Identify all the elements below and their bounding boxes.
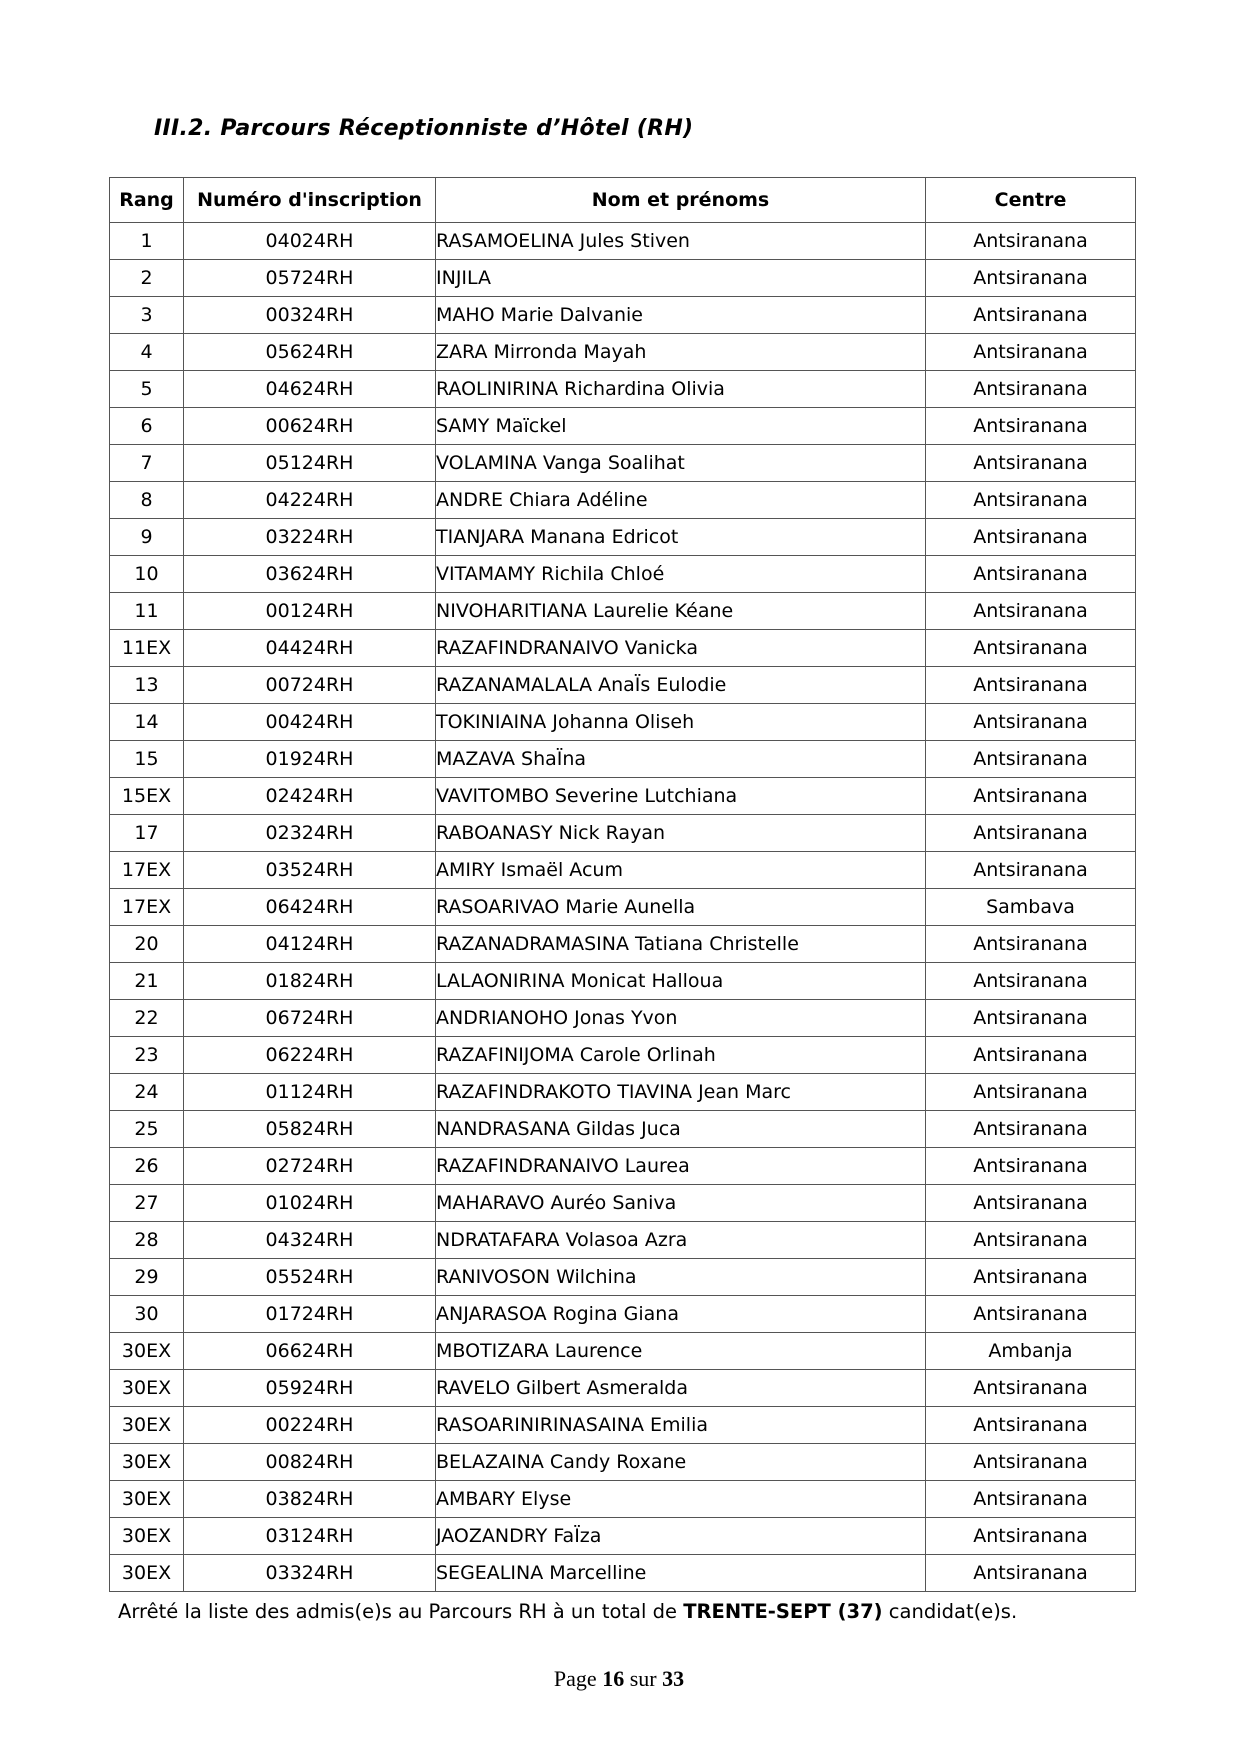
cell-centre: Antsiranana	[926, 630, 1136, 667]
table-row	[110, 778, 1136, 815]
cell-numero-inscription: 04224RH	[184, 482, 436, 519]
table-row	[110, 1333, 1136, 1370]
table-row	[110, 852, 1136, 889]
cell-nom-prenoms: RAZAFINDRANAIVO Laurea	[436, 1148, 926, 1185]
cell-rang: 7	[110, 445, 184, 482]
header-nom-prenoms: Nom et prénoms	[436, 178, 926, 223]
cell-numero-inscription: 01124RH	[184, 1074, 436, 1111]
cell-nom-prenoms: RASAMOELINA Jules Stiven	[436, 223, 926, 260]
cell-centre: Antsiranana	[926, 963, 1136, 1000]
cell-centre: Antsiranana	[926, 1111, 1136, 1148]
cell-rang: 30EX	[110, 1518, 184, 1555]
table-row	[110, 297, 1136, 334]
cell-nom-prenoms: AMBARY Elyse	[436, 1481, 926, 1518]
cell-centre: Antsiranana	[926, 1037, 1136, 1074]
cell-centre: Ambanja	[926, 1333, 1136, 1370]
cell-numero-inscription: 05124RH	[184, 445, 436, 482]
cell-nom-prenoms: VAVITOMBO Severine Lutchiana	[436, 778, 926, 815]
cell-rang: 30EX	[110, 1370, 184, 1407]
cell-centre: Antsiranana	[926, 223, 1136, 260]
cell-rang: 30EX	[110, 1481, 184, 1518]
cell-rang: 10	[110, 556, 184, 593]
cell-centre: Antsiranana	[926, 1296, 1136, 1333]
cell-numero-inscription: 01824RH	[184, 963, 436, 1000]
cell-numero-inscription: 05724RH	[184, 260, 436, 297]
cell-numero-inscription: 04124RH	[184, 926, 436, 963]
cell-rang: 13	[110, 667, 184, 704]
cell-nom-prenoms: RAZANADRAMASINA Tatiana Christelle	[436, 926, 926, 963]
cell-rang: 17EX	[110, 852, 184, 889]
cell-centre: Antsiranana	[926, 1259, 1136, 1296]
table-row	[110, 1222, 1136, 1259]
table-row	[110, 1518, 1136, 1555]
cell-nom-prenoms: VOLAMINA Vanga Soalihat	[436, 445, 926, 482]
cell-numero-inscription: 06424RH	[184, 889, 436, 926]
cell-rang: 5	[110, 371, 184, 408]
cell-numero-inscription: 03524RH	[184, 852, 436, 889]
cell-centre: Antsiranana	[926, 1481, 1136, 1518]
cell-rang: 23	[110, 1037, 184, 1074]
table-row	[110, 1555, 1136, 1592]
cell-centre: Antsiranana	[926, 408, 1136, 445]
cell-rang: 30EX	[110, 1407, 184, 1444]
cell-nom-prenoms: AMIRY Ismaël Acum	[436, 852, 926, 889]
cell-nom-prenoms: ZARA Mirronda Mayah	[436, 334, 926, 371]
cell-nom-prenoms: RABOANASY Nick Rayan	[436, 815, 926, 852]
cell-rang: 30EX	[110, 1333, 184, 1370]
table-row	[110, 1148, 1136, 1185]
cell-nom-prenoms: MAZAVA ShaÏna	[436, 741, 926, 778]
cell-nom-prenoms: RASOARIVAO Marie Aunella	[436, 889, 926, 926]
cell-rang: 9	[110, 519, 184, 556]
summary-prefix: Arrêté la liste des admis(e)s au Parcours RH à un total de	[118, 1600, 684, 1623]
cell-centre: Antsiranana	[926, 741, 1136, 778]
cell-rang: 3	[110, 297, 184, 334]
cell-centre: Antsiranana	[926, 593, 1136, 630]
summary-statement	[118, 1600, 1017, 1623]
cell-nom-prenoms: MAHARAVO Auréo Saniva	[436, 1185, 926, 1222]
cell-numero-inscription: 06224RH	[184, 1037, 436, 1074]
cell-nom-prenoms: RAZAFINIJOMA Carole Orlinah	[436, 1037, 926, 1074]
table-row	[110, 593, 1136, 630]
cell-centre: Antsiranana	[926, 1370, 1136, 1407]
cell-rang: 8	[110, 482, 184, 519]
current-page-number: 16	[602, 1666, 625, 1691]
cell-numero-inscription: 03224RH	[184, 519, 436, 556]
cell-nom-prenoms: LALAONIRINA Monicat Halloua	[436, 963, 926, 1000]
cell-nom-prenoms: RASOARINIRINASAINA Emilia	[436, 1407, 926, 1444]
cell-centre: Antsiranana	[926, 1148, 1136, 1185]
cell-centre: Antsiranana	[926, 704, 1136, 741]
table-row	[110, 482, 1136, 519]
cell-numero-inscription: 06724RH	[184, 1000, 436, 1037]
cell-centre: Antsiranana	[926, 556, 1136, 593]
cell-rang: 6	[110, 408, 184, 445]
cell-centre: Antsiranana	[926, 1000, 1136, 1037]
cell-rang: 22	[110, 1000, 184, 1037]
cell-centre: Antsiranana	[926, 1222, 1136, 1259]
cell-nom-prenoms: ANDRIANOHO Jonas Yvon	[436, 1000, 926, 1037]
cell-numero-inscription: 05624RH	[184, 334, 436, 371]
cell-numero-inscription: 06624RH	[184, 1333, 436, 1370]
cell-centre: Antsiranana	[926, 1555, 1136, 1592]
table-row	[110, 889, 1136, 926]
table-row	[110, 1370, 1136, 1407]
table-row	[110, 1481, 1136, 1518]
cell-numero-inscription: 00824RH	[184, 1444, 436, 1481]
table-row	[110, 1444, 1136, 1481]
cell-rang: 17	[110, 815, 184, 852]
cell-numero-inscription: 05824RH	[184, 1111, 436, 1148]
table-row	[110, 704, 1136, 741]
cell-numero-inscription: 03624RH	[184, 556, 436, 593]
cell-nom-prenoms: SAMY Maïckel	[436, 408, 926, 445]
cell-centre: Antsiranana	[926, 1518, 1136, 1555]
table-row	[110, 1259, 1136, 1296]
cell-centre: Antsiranana	[926, 334, 1136, 371]
cell-nom-prenoms: RANIVOSON Wilchina	[436, 1259, 926, 1296]
table-row	[110, 1074, 1136, 1111]
of-word: sur	[629, 1666, 657, 1691]
cell-centre: Antsiranana	[926, 667, 1136, 704]
cell-numero-inscription: 03824RH	[184, 1481, 436, 1518]
cell-nom-prenoms: NIVOHARITIANA Laurelie Kéane	[436, 593, 926, 630]
cell-rang: 20	[110, 926, 184, 963]
cell-centre: Antsiranana	[926, 1444, 1136, 1481]
summary-total: TRENTE-SEPT (37)	[683, 1600, 883, 1623]
cell-rang: 25	[110, 1111, 184, 1148]
cell-nom-prenoms: RAVELO Gilbert Asmeralda	[436, 1370, 926, 1407]
table-row	[110, 556, 1136, 593]
cell-numero-inscription: 00324RH	[184, 297, 436, 334]
cell-nom-prenoms: JAOZANDRY FaÏza	[436, 1518, 926, 1555]
cell-nom-prenoms: TIANJARA Manana Edricot	[436, 519, 926, 556]
cell-nom-prenoms: BELAZAINA Candy Roxane	[436, 1444, 926, 1481]
cell-centre: Antsiranana	[926, 371, 1136, 408]
cell-numero-inscription: 02324RH	[184, 815, 436, 852]
table-row	[110, 371, 1136, 408]
table-row	[110, 815, 1136, 852]
cell-numero-inscription: 01024RH	[184, 1185, 436, 1222]
summary-suffix: candidat(e)s.	[882, 1600, 1018, 1623]
table-row	[110, 1407, 1136, 1444]
cell-rang: 15EX	[110, 778, 184, 815]
cell-rang: 30EX	[110, 1444, 184, 1481]
table-row	[110, 630, 1136, 667]
cell-centre: Antsiranana	[926, 926, 1136, 963]
table-row	[110, 741, 1136, 778]
cell-rang: 11EX	[110, 630, 184, 667]
cell-numero-inscription: 01924RH	[184, 741, 436, 778]
cell-centre: Antsiranana	[926, 1407, 1136, 1444]
cell-centre: Antsiranana	[926, 1074, 1136, 1111]
cell-numero-inscription: 02424RH	[184, 778, 436, 815]
table-body	[110, 223, 1136, 1592]
cell-rang: 11	[110, 593, 184, 630]
cell-rang: 1	[110, 223, 184, 260]
cell-centre: Antsiranana	[926, 1185, 1136, 1222]
cell-rang: 21	[110, 963, 184, 1000]
table-row	[110, 408, 1136, 445]
table-row	[110, 963, 1136, 1000]
table-row	[110, 1000, 1136, 1037]
cell-centre: Antsiranana	[926, 260, 1136, 297]
cell-numero-inscription: 05524RH	[184, 1259, 436, 1296]
cell-centre: Antsiranana	[926, 778, 1136, 815]
cell-centre: Antsiranana	[926, 852, 1136, 889]
table-row	[110, 260, 1136, 297]
cell-rang: 14	[110, 704, 184, 741]
table-row	[110, 519, 1136, 556]
table-row	[110, 223, 1136, 260]
table-row	[110, 1185, 1136, 1222]
cell-nom-prenoms: INJILA	[436, 260, 926, 297]
cell-nom-prenoms: RAZANAMALALA AnaÏs Eulodie	[436, 667, 926, 704]
cell-rang: 26	[110, 1148, 184, 1185]
table-header-row	[110, 178, 1136, 223]
cell-nom-prenoms: ANDRE Chiara Adéline	[436, 482, 926, 519]
cell-rang: 17EX	[110, 889, 184, 926]
cell-numero-inscription: 00124RH	[184, 593, 436, 630]
cell-centre: Antsiranana	[926, 445, 1136, 482]
cell-nom-prenoms: NDRATAFARA Volasoa Azra	[436, 1222, 926, 1259]
header-rang: Rang	[110, 178, 184, 223]
cell-centre: Sambava	[926, 889, 1136, 926]
cell-nom-prenoms: SEGEALINA Marcelline	[436, 1555, 926, 1592]
cell-rang: 27	[110, 1185, 184, 1222]
cell-nom-prenoms: RAZAFINDRAKOTO TIAVINA Jean Marc	[436, 1074, 926, 1111]
cell-numero-inscription: 04424RH	[184, 630, 436, 667]
cell-centre: Antsiranana	[926, 815, 1136, 852]
cell-nom-prenoms: NANDRASANA Gildas Juca	[436, 1111, 926, 1148]
cell-centre: Antsiranana	[926, 482, 1136, 519]
cell-numero-inscription: 01724RH	[184, 1296, 436, 1333]
header-numero-inscription: Numéro d'inscription	[184, 178, 436, 223]
cell-numero-inscription: 04624RH	[184, 371, 436, 408]
cell-nom-prenoms: RAOLINIRINA Richardina Olivia	[436, 371, 926, 408]
cell-numero-inscription: 02724RH	[184, 1148, 436, 1185]
table-row	[110, 1111, 1136, 1148]
cell-numero-inscription: 00424RH	[184, 704, 436, 741]
cell-nom-prenoms: MAHO Marie Dalvanie	[436, 297, 926, 334]
cell-numero-inscription: 00624RH	[184, 408, 436, 445]
cell-numero-inscription: 00224RH	[184, 1407, 436, 1444]
cell-centre: Antsiranana	[926, 519, 1136, 556]
page-word: Page	[553, 1666, 597, 1691]
cell-rang: 28	[110, 1222, 184, 1259]
table-row	[110, 1037, 1136, 1074]
cell-rang: 15	[110, 741, 184, 778]
cell-rang: 30EX	[110, 1555, 184, 1592]
cell-nom-prenoms: TOKINIAINA Johanna Oliseh	[436, 704, 926, 741]
table-row	[110, 334, 1136, 371]
total-page-count: 33	[662, 1666, 685, 1691]
cell-rang: 29	[110, 1259, 184, 1296]
cell-numero-inscription: 05924RH	[184, 1370, 436, 1407]
table-row	[110, 667, 1136, 704]
cell-numero-inscription: 03124RH	[184, 1518, 436, 1555]
cell-rang: 24	[110, 1074, 184, 1111]
table-row	[110, 445, 1136, 482]
cell-numero-inscription: 04024RH	[184, 223, 436, 260]
table-row	[110, 1296, 1136, 1333]
table-row	[110, 926, 1136, 963]
cell-rang: 4	[110, 334, 184, 371]
cell-nom-prenoms: RAZAFINDRANAIVO Vanicka	[436, 630, 926, 667]
cell-nom-prenoms: VITAMAMY Richila Chloé	[436, 556, 926, 593]
cell-numero-inscription: 04324RH	[184, 1222, 436, 1259]
cell-numero-inscription: 03324RH	[184, 1555, 436, 1592]
header-centre: Centre	[926, 178, 1136, 223]
cell-nom-prenoms: ANJARASOA Rogina Giana	[436, 1296, 926, 1333]
admitted-candidates-table	[109, 177, 1136, 1592]
cell-nom-prenoms: MBOTIZARA Laurence	[436, 1333, 926, 1370]
section-title: III.2. Parcours Réceptionniste d’Hôtel (RH)	[154, 116, 694, 141]
page-footer	[0, 1666, 1238, 1692]
cell-centre: Antsiranana	[926, 297, 1136, 334]
cell-rang: 2	[110, 260, 184, 297]
cell-numero-inscription: 00724RH	[184, 667, 436, 704]
cell-rang: 30	[110, 1296, 184, 1333]
